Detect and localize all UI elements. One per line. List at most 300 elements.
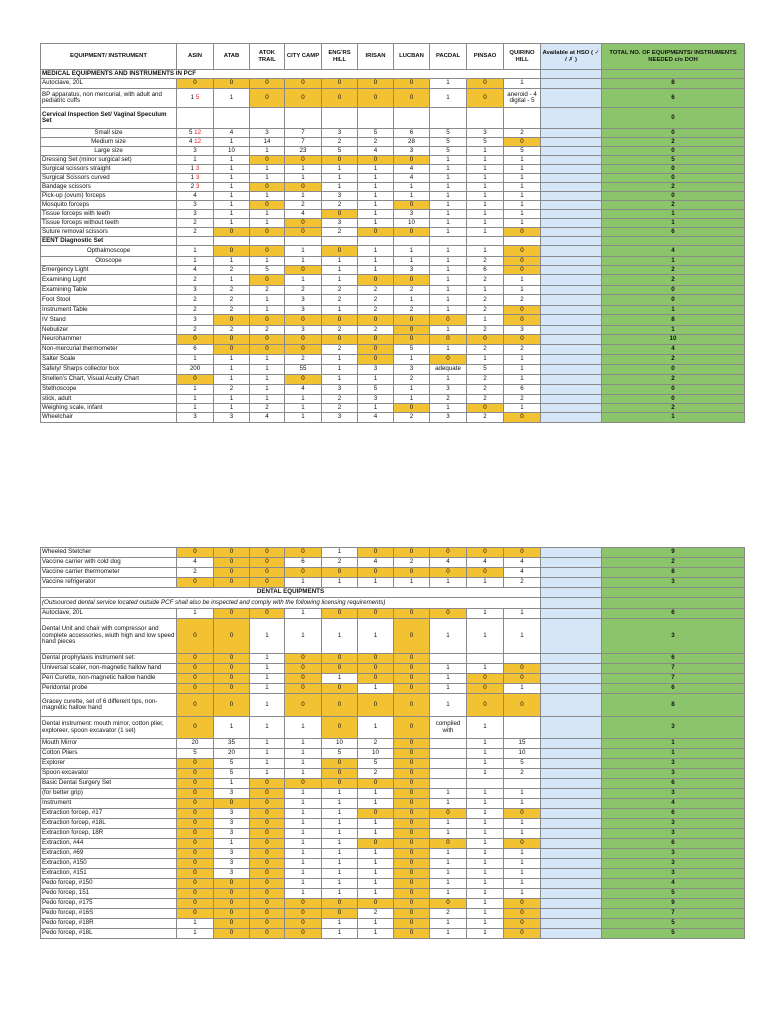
table-row xyxy=(41,879,745,889)
count-cell: 1 xyxy=(467,819,504,829)
count-cell: 3 xyxy=(358,365,394,375)
count-cell: 0 xyxy=(467,404,504,413)
count-cell: 1 xyxy=(467,909,504,919)
total-cell: 2 xyxy=(602,275,745,286)
count-cell xyxy=(467,779,504,789)
count-cell: 2 xyxy=(177,275,214,286)
count-cell: 2 xyxy=(250,404,285,413)
count-cell: 0 xyxy=(358,275,394,286)
total-cell: 3 xyxy=(602,849,745,859)
added-count-value: 3 xyxy=(195,182,200,190)
count-cell: 0 xyxy=(322,210,358,219)
count-cell: 1 xyxy=(285,395,322,404)
hso-cell xyxy=(541,326,602,335)
equipment-name: Suture removal scissors xyxy=(41,228,177,237)
table-row xyxy=(41,769,745,779)
hso-cell xyxy=(541,548,602,558)
hso-cell xyxy=(541,335,602,345)
equipment-name: Foot Stool xyxy=(41,295,177,306)
count-cell: 2 xyxy=(214,286,250,295)
count-cell: 3 xyxy=(214,413,250,423)
count-cell xyxy=(430,108,467,129)
total-cell: 7 xyxy=(602,909,745,919)
table-row xyxy=(41,869,745,879)
hso-cell xyxy=(541,929,602,939)
count-cell: 0 xyxy=(504,809,541,819)
equipment-name: Spoon excavator xyxy=(41,769,177,779)
count-value: 1 xyxy=(190,93,195,101)
count-cell: 3 xyxy=(214,809,250,819)
count-cell: 0 xyxy=(394,609,430,619)
count-cell: 0 xyxy=(394,749,430,759)
count-cell: 2 xyxy=(214,326,250,335)
header-row xyxy=(41,44,745,70)
count-cell: 1 xyxy=(250,759,285,769)
count-cell: 2 xyxy=(467,326,504,335)
count-cell: 1 xyxy=(394,192,430,201)
table-1-body xyxy=(41,70,745,423)
count-cell: 0 xyxy=(394,809,430,819)
count-cell: 0 xyxy=(214,228,250,237)
count-cell: 1 xyxy=(358,578,394,588)
count-cell: 1 xyxy=(430,859,467,869)
count-cell: 3 xyxy=(285,306,322,315)
count-cell: 0 xyxy=(358,809,394,819)
header-quirino-hill: QUIRINO HILL xyxy=(504,44,541,70)
count-cell: 0 xyxy=(250,201,285,210)
total-cell: 4 xyxy=(602,879,745,889)
count-cell: 1 xyxy=(358,829,394,839)
count-cell: 1 xyxy=(214,404,250,413)
count-cell: 1 xyxy=(322,889,358,899)
count-cell: 1 xyxy=(467,879,504,889)
total-cell: 8 xyxy=(602,79,745,89)
count-cell: 1 xyxy=(467,578,504,588)
count-cell: 2 xyxy=(322,295,358,306)
count-cell: 0 xyxy=(358,548,394,558)
count-cell: 1 xyxy=(250,174,285,183)
count-cell: 1 xyxy=(467,789,504,799)
count-cell: 15 xyxy=(504,739,541,749)
count-cell: 35 xyxy=(214,739,250,749)
count-cell: 0 xyxy=(214,548,250,558)
count-cell: 0 xyxy=(504,246,541,257)
count-cell: 1 xyxy=(430,201,467,210)
count-cell: 0 xyxy=(214,79,250,89)
count-cell: 2 xyxy=(322,395,358,404)
total-cell: 3 xyxy=(602,829,745,839)
count-cell: 1 xyxy=(285,769,322,779)
equipment-name: Surgical scissors straight xyxy=(41,165,177,174)
count-cell: 4 xyxy=(358,558,394,568)
count-cell: 1 xyxy=(358,219,394,228)
count-cell xyxy=(177,165,214,174)
count-cell: 2 xyxy=(250,326,285,335)
count-cell: 0 xyxy=(214,879,250,889)
hso-cell xyxy=(541,375,602,385)
table-row xyxy=(41,192,745,201)
count-cell: 2 xyxy=(358,769,394,779)
count-cell: 0 xyxy=(394,201,430,210)
hso-cell xyxy=(541,909,602,919)
count-cell: 0 xyxy=(177,619,214,654)
count-cell: 0 xyxy=(250,789,285,799)
count-cell: 0 xyxy=(285,779,322,789)
count-value: 4 xyxy=(188,137,193,145)
count-cell: 0 xyxy=(358,335,394,345)
count-cell xyxy=(214,237,250,246)
equipment-name: Non-mercurial thermometer xyxy=(41,345,177,355)
count-cell: 5 xyxy=(250,266,285,275)
count-cell: 1 xyxy=(358,929,394,939)
count-cell: 1 xyxy=(467,759,504,769)
equipment-name: Neurohammer xyxy=(41,335,177,345)
total-cell: 9 xyxy=(602,548,745,558)
total-cell: 2 xyxy=(602,558,745,568)
total-cell: 1 xyxy=(602,739,745,749)
count-cell xyxy=(285,108,322,129)
count-cell: 2 xyxy=(504,345,541,355)
total-cell: 0 xyxy=(602,395,745,404)
count-cell: 6 xyxy=(504,385,541,395)
count-cell: 1 xyxy=(322,849,358,859)
count-cell xyxy=(430,759,467,769)
hso-cell xyxy=(541,598,602,609)
count-cell: 1 xyxy=(214,779,250,789)
count-cell: 1 xyxy=(177,355,214,365)
count-cell: 0 xyxy=(214,684,250,694)
count-cell: 1 xyxy=(467,664,504,674)
hso-cell xyxy=(541,799,602,809)
count-cell: 4 xyxy=(358,147,394,156)
table-row xyxy=(41,749,745,759)
table-row xyxy=(41,306,745,315)
count-cell: 2 xyxy=(322,286,358,295)
count-cell: 0 xyxy=(177,799,214,809)
count-cell: 1 xyxy=(467,717,504,739)
count-cell: 0 xyxy=(504,266,541,275)
count-cell: 5 xyxy=(214,769,250,779)
count-cell: 0 xyxy=(322,909,358,919)
count-cell: 1 xyxy=(250,192,285,201)
count-cell: 1 xyxy=(322,819,358,829)
section-title: MEDICAL EQUIPMENTS AND INSTRUMENTS IN PCF xyxy=(41,70,541,79)
count-cell: 4 xyxy=(467,558,504,568)
count-cell: 0 xyxy=(177,759,214,769)
count-cell: 1 xyxy=(467,799,504,809)
equipment-name: Extraction forcep, 18R xyxy=(41,829,177,839)
count-cell: 1 xyxy=(250,147,285,156)
count-cell: 23 xyxy=(285,147,322,156)
hso-cell xyxy=(541,395,602,404)
count-cell: 0 xyxy=(358,609,394,619)
count-cell: 1 xyxy=(358,919,394,929)
count-cell: 0 xyxy=(177,769,214,779)
count-cell: 20 xyxy=(214,749,250,759)
count-cell: 0 xyxy=(285,664,322,674)
total-cell: 3 xyxy=(602,819,745,829)
count-cell: 0 xyxy=(214,889,250,899)
table-row xyxy=(41,266,745,275)
count-cell: 1 xyxy=(250,219,285,228)
count-cell: 2 xyxy=(177,228,214,237)
table-row xyxy=(41,674,745,684)
table-row xyxy=(41,395,745,404)
count-cell: 0 xyxy=(394,619,430,654)
count-cell: 1 xyxy=(358,201,394,210)
count-cell: 2 xyxy=(358,739,394,749)
count-cell: 1 xyxy=(467,929,504,939)
count-cell xyxy=(467,654,504,664)
count-cell: 4 xyxy=(430,558,467,568)
count-cell: 0 xyxy=(504,228,541,237)
count-cell: 1 xyxy=(250,385,285,395)
equipment-name: Vaccine carrier with cold dog xyxy=(41,558,177,568)
equipment-name: Examining Table xyxy=(41,286,177,295)
hso-cell xyxy=(541,759,602,769)
hso-cell xyxy=(541,859,602,869)
total-cell: 0 xyxy=(602,192,745,201)
table-row xyxy=(41,183,745,192)
count-cell: 2 xyxy=(322,558,358,568)
count-cell xyxy=(358,108,394,129)
hso-cell xyxy=(541,664,602,674)
table-row xyxy=(41,315,745,326)
hso-cell xyxy=(541,210,602,219)
header-asin: ASIN xyxy=(177,44,214,70)
equipment-name: Bandage scissors xyxy=(41,183,177,192)
count-cell xyxy=(214,108,250,129)
count-cell: 1 xyxy=(322,674,358,684)
count-cell: 1 xyxy=(177,609,214,619)
total-cell: 0 xyxy=(602,108,745,129)
count-cell: complied with xyxy=(430,717,467,739)
count-cell: 0 xyxy=(394,909,430,919)
count-cell: 0 xyxy=(285,228,322,237)
count-cell: 0 xyxy=(177,849,214,859)
header-equipment: EQUIPMENT/ INSTRUMENT xyxy=(41,44,177,70)
hso-cell xyxy=(541,129,602,138)
count-cell: 1 xyxy=(285,839,322,849)
count-cell xyxy=(430,237,467,246)
count-cell: 1 xyxy=(285,879,322,889)
count-cell: 0 xyxy=(177,548,214,558)
count-cell: 14 xyxy=(250,138,285,147)
count-cell: 1 xyxy=(394,385,430,395)
count-cell: 0 xyxy=(214,694,250,717)
count-cell: 5 xyxy=(358,759,394,769)
count-cell: 0 xyxy=(430,355,467,365)
total-cell: 6 xyxy=(602,228,745,237)
count-cell: 0 xyxy=(394,326,430,335)
count-cell: 1 xyxy=(430,375,467,385)
count-cell: 3 xyxy=(394,210,430,219)
count-cell: 1 xyxy=(430,929,467,939)
count-cell: 1 xyxy=(285,717,322,739)
equipment-name: Emergency Light xyxy=(41,266,177,275)
count-cell: 0 xyxy=(430,839,467,849)
hso-cell xyxy=(541,237,602,246)
count-cell: 0 xyxy=(285,909,322,919)
count-cell: 0 xyxy=(177,779,214,789)
table-row xyxy=(41,619,745,654)
count-cell xyxy=(430,749,467,759)
equipment-name: Weighing scale, infant xyxy=(41,404,177,413)
count-cell: 1 xyxy=(250,375,285,385)
count-cell: 1 xyxy=(285,849,322,859)
count-cell: 1 xyxy=(358,869,394,879)
count-cell: 1 xyxy=(285,859,322,869)
hso-cell xyxy=(541,578,602,588)
table-row xyxy=(41,228,745,237)
hso-cell xyxy=(541,674,602,684)
count-cell: 3 xyxy=(177,315,214,326)
count-cell: 5 xyxy=(467,138,504,147)
count-cell: 2 xyxy=(322,345,358,355)
count-cell: 0 xyxy=(504,664,541,674)
count-cell: 0 xyxy=(394,404,430,413)
count-cell: 2 xyxy=(467,385,504,395)
table-row xyxy=(41,889,745,899)
count-cell: 0 xyxy=(214,909,250,919)
hso-cell xyxy=(541,819,602,829)
count-cell: 2 xyxy=(467,395,504,404)
equipment-name: Explorer xyxy=(41,759,177,769)
count-cell: 0 xyxy=(394,228,430,237)
count-cell: 1 xyxy=(430,789,467,799)
count-cell: 0 xyxy=(430,899,467,909)
equipment-name: Examining Light xyxy=(41,275,177,286)
count-cell: 1 xyxy=(322,375,358,385)
count-cell: 1 xyxy=(285,819,322,829)
count-cell: 1 xyxy=(285,869,322,879)
table-row xyxy=(41,929,745,939)
count-cell: 0 xyxy=(322,89,358,108)
equipment-name: Dental prophylaxis instrument set: xyxy=(41,654,177,664)
count-cell: 3 xyxy=(285,295,322,306)
count-cell: 1 xyxy=(250,739,285,749)
count-cell: 1 xyxy=(504,365,541,375)
table-row xyxy=(41,759,745,769)
count-cell: 0 xyxy=(504,929,541,939)
count-cell: 1 xyxy=(285,578,322,588)
count-cell: 0 xyxy=(177,578,214,588)
table-row xyxy=(41,609,745,619)
equipment-name: Tissue forceps with teeth xyxy=(41,210,177,219)
count-cell xyxy=(504,654,541,664)
count-cell: 0 xyxy=(250,609,285,619)
hso-cell xyxy=(541,228,602,237)
header-pinsao: PINSAO xyxy=(467,44,504,70)
count-value: 1 xyxy=(190,173,195,181)
total-cell: 6 xyxy=(602,684,745,694)
count-cell: 1 xyxy=(285,165,322,174)
total-cell: 6 xyxy=(602,89,745,108)
equipment-name: Surgical Scissors curved xyxy=(41,174,177,183)
equipment-name: Autoclave, 20L xyxy=(41,609,177,619)
count-cell xyxy=(177,174,214,183)
table-row xyxy=(41,859,745,869)
count-cell: 0 xyxy=(322,899,358,909)
count-cell: 2 xyxy=(504,395,541,404)
count-cell: 1 xyxy=(467,889,504,899)
count-cell: 4 xyxy=(177,266,214,275)
count-cell: 1 xyxy=(250,749,285,759)
count-cell: 55 xyxy=(285,365,322,375)
total-cell: 9 xyxy=(602,899,745,909)
count-cell: 3 xyxy=(322,192,358,201)
count-cell: 2 xyxy=(504,295,541,306)
count-cell: 2 xyxy=(177,326,214,335)
count-cell: 1 xyxy=(285,739,322,749)
total-cell: 5 xyxy=(602,919,745,929)
total-cell: 0 xyxy=(602,385,745,395)
count-cell: 6 xyxy=(394,129,430,138)
count-cell: 4 xyxy=(177,558,214,568)
hso-cell xyxy=(541,345,602,355)
equipment-name: Mouth Mirror xyxy=(41,739,177,749)
count-cell: 1 xyxy=(430,89,467,108)
count-cell: 1 xyxy=(250,210,285,219)
count-cell: 3 xyxy=(214,869,250,879)
count-cell: 1 xyxy=(322,879,358,889)
count-cell: 5 xyxy=(467,365,504,375)
count-cell: 0 xyxy=(322,684,358,694)
count-cell: 1 xyxy=(358,404,394,413)
count-cell: 1 xyxy=(504,609,541,619)
count-cell: 3 xyxy=(430,413,467,423)
count-cell: 1 xyxy=(322,257,358,266)
count-cell: 1 xyxy=(285,413,322,423)
table-row xyxy=(41,286,745,295)
count-cell: 1 xyxy=(322,619,358,654)
count-cell xyxy=(430,739,467,749)
count-cell: 1 xyxy=(322,839,358,849)
count-cell: 0 xyxy=(177,879,214,889)
count-cell: 2 xyxy=(214,266,250,275)
count-cell xyxy=(467,237,504,246)
count-cell: 0 xyxy=(177,839,214,849)
count-cell: 2 xyxy=(285,201,322,210)
count-cell: 1 xyxy=(430,829,467,839)
count-cell: 0 xyxy=(358,654,394,664)
count-cell: 3 xyxy=(430,385,467,395)
total-cell: 1 xyxy=(602,219,745,228)
total-cell: 7 xyxy=(602,674,745,684)
count-cell: 1 xyxy=(467,183,504,192)
count-cell: aneroid - 4 digital - 5 xyxy=(504,89,541,108)
count-cell: 0 xyxy=(504,899,541,909)
count-cell: 0 xyxy=(214,929,250,939)
equipment-name: Extraction, #150 xyxy=(41,859,177,869)
count-cell: 1 xyxy=(358,375,394,385)
hso-cell xyxy=(541,568,602,578)
equipment-name: Peridontal probe xyxy=(41,684,177,694)
added-count-value: 3 xyxy=(195,173,200,181)
count-cell: 0 xyxy=(394,89,430,108)
count-cell: 0 xyxy=(214,674,250,684)
table-row xyxy=(41,819,745,829)
count-cell: 1 xyxy=(430,674,467,684)
count-cell: 4 xyxy=(250,413,285,423)
count-cell: 0 xyxy=(322,246,358,257)
count-cell: 1 xyxy=(467,869,504,879)
count-cell: 1 xyxy=(430,684,467,694)
count-cell: 0 xyxy=(250,819,285,829)
hso-cell xyxy=(541,769,602,779)
count-cell: 1 xyxy=(467,156,504,165)
count-cell: 1 xyxy=(358,684,394,694)
